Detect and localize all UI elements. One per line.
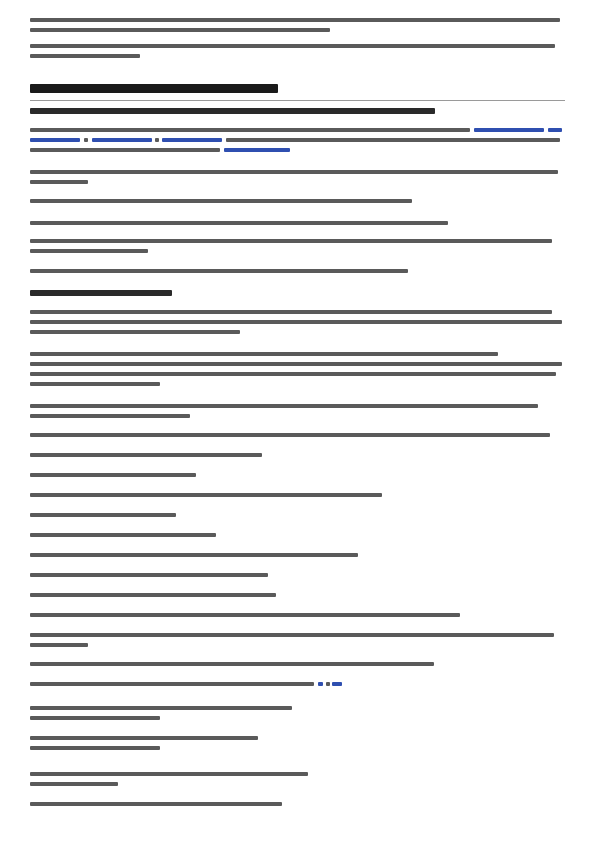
link[interactable] <box>332 682 342 686</box>
subsection-heading <box>30 290 172 296</box>
link[interactable] <box>474 128 544 132</box>
section-heading <box>30 84 278 93</box>
link[interactable] <box>548 128 562 132</box>
subsection-heading <box>30 108 435 114</box>
link[interactable] <box>92 138 152 142</box>
link[interactable] <box>318 682 323 686</box>
link[interactable] <box>30 138 80 142</box>
link[interactable] <box>162 138 222 142</box>
section-rule <box>30 100 565 101</box>
link[interactable] <box>224 148 290 152</box>
